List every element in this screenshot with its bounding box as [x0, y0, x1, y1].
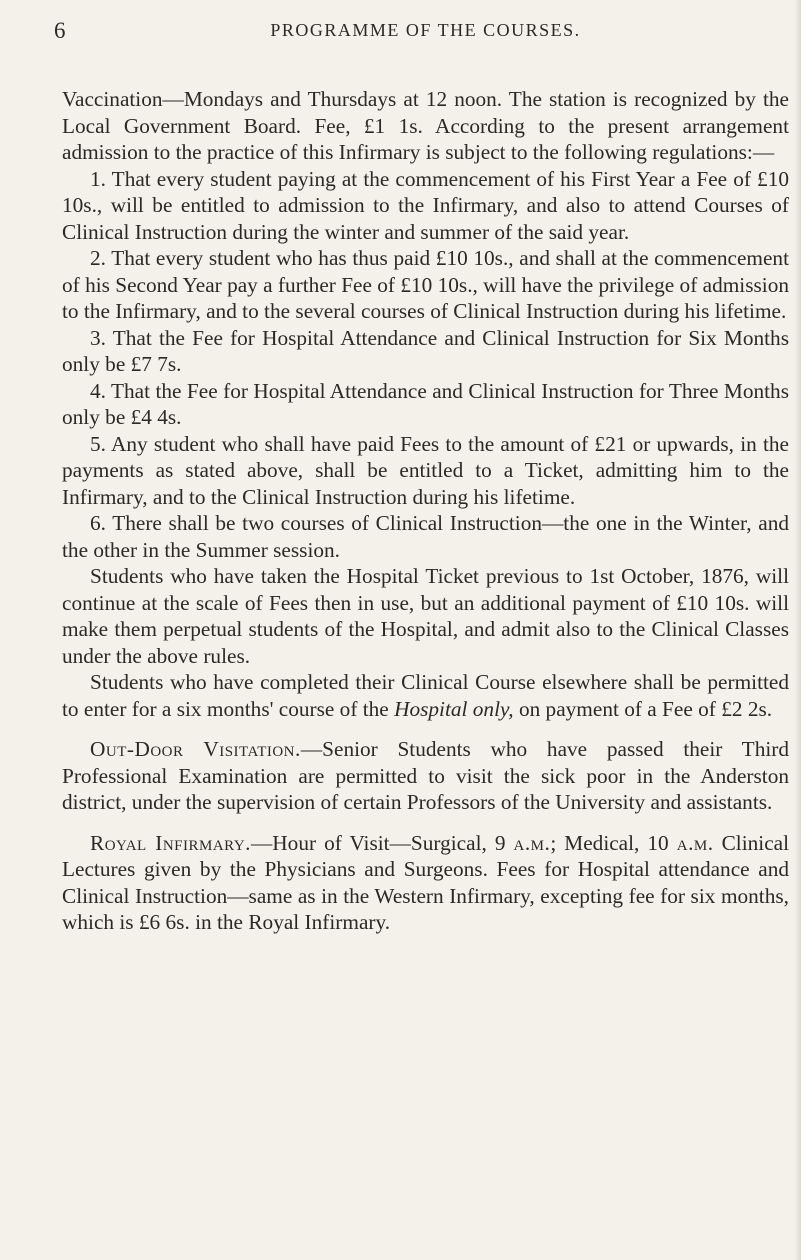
out-door-heading: Out-Door Visitation. — [90, 737, 301, 761]
vaccination-paragraph: Vaccination—Mondays and Thursdays at 12 noon. The station is recognized by the Local Government Board. Fee, £1 1s. According to the present arrangement admission to the practice of this Infirmary is subject to the following regulations:— — [62, 87, 789, 164]
running-head: PROGRAMME OF THE COURSES. — [270, 20, 581, 40]
regulation-item: 6. There shall be two courses of Clinical Instruction—the one in the Winter, and the other in the Summer session. — [62, 511, 789, 562]
am-marker: a.m. — [676, 830, 714, 855]
students-elsewhere-fee: on payment of a Fee of £2 2s. — [518, 696, 773, 721]
regulation-item: 5. Any student who shall have paid Fees to the amount of £21 or upwards, in the payments as stated above, shall be entitled to a Ticket, admitting him to the Infirmary, and to the Clinical Instruction during his lifetime. — [62, 431, 789, 509]
page-header — [54, 14, 789, 54]
page-number: 6 — [54, 18, 66, 43]
regulation-item: 1. That every student paying at the commencement of his First Year a Fee of £10 10s., will be entitled to admission to the Infirmary, and also to attend Courses of Clinical Instruction during the winter and summer of the said year. — [62, 166, 789, 244]
regulation-item: 4. That the Fee for Hospital Attendance and Clinical Instruction for Three Months only be £4 4s. — [62, 378, 789, 429]
visit-hours-text: —Hour of Visit—Surgical, 9 — [251, 830, 506, 855]
out-door-text: —Senior Students who have passed their Third Professional Examination are permitted to visit the sick poor in the Anderston district, under the supervision of certain Professors of the University and assistants. — [62, 737, 789, 814]
royal-infirmary-heading: Royal Infirmary. — [90, 830, 251, 855]
page-edge-shadow — [795, 0, 801, 1260]
am-marker: a.m. — [513, 830, 551, 855]
students-elsewhere-text: Students who have completed their Clinical Course elsewhere shall be permitted to enter for a six months' course of the — [62, 670, 789, 721]
students-previous-paragraph: Students who have taken the Hospital Ticket previous to 1st October, 1876, will continue at the scale of Fees then in use, but an additional payment of £10 10s. will make them perpetual students of the Hospital, and admit also to the Clinical Classes under the above rules. — [62, 564, 789, 668]
royal-infirmary-text: Clinical Lectures given by the Physicians and Surgeons. Fees for Hospital attendance and Clinical Instruction—same as in the Western Infirmary, excepting fee for six months, which is £6 6s. in the Royal Infirmary. — [62, 830, 790, 934]
students-elsewhere-paragraph — [62, 669, 789, 722]
out-door-paragraph — [62, 736, 789, 816]
hospital-only-emphasis: Hospital only, — [394, 696, 514, 721]
regulation-item: 2. That every student who has thus paid £10 10s., and shall at the commencement of his Second Year pay a further Fee of £10 10s., will have the privilege of admission to the Infirmary, and to the several courses of Clinical Instruction during his lifetime. — [62, 246, 789, 323]
medical-hours-text: ; Medical, 10 — [550, 830, 669, 855]
royal-infirmary-paragraph — [62, 830, 789, 936]
regulation-item: 3. That the Fee for Hospital Attendance and Clinical Instruction for Six Months only be £7 7s. — [62, 325, 789, 376]
body-text — [62, 86, 789, 936]
